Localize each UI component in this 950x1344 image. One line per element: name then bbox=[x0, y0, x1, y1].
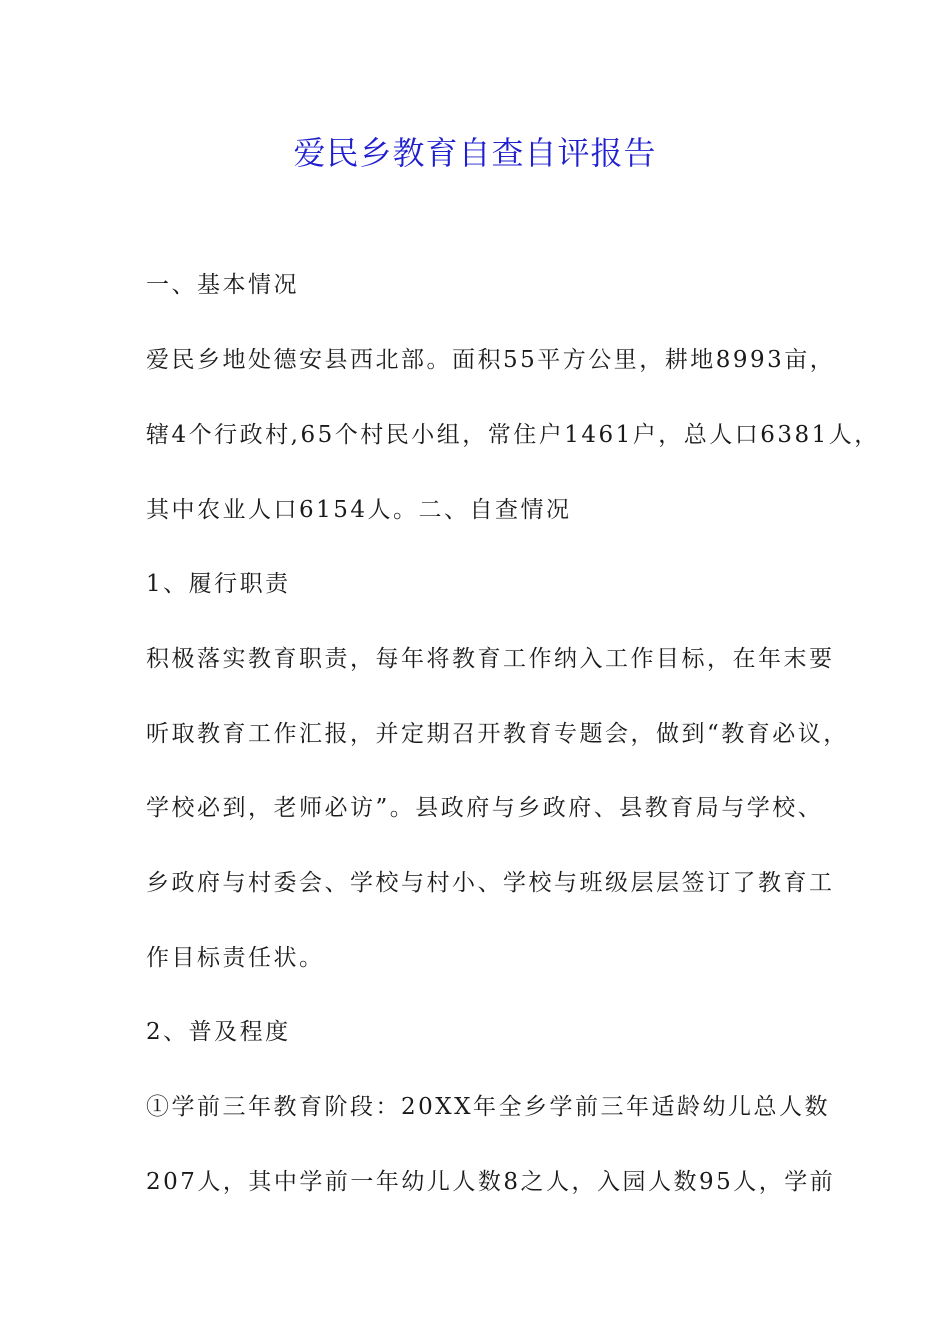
paragraph-line: 听取教育工作汇报，并定期召开教育专题会，做到“教育必议， bbox=[146, 721, 849, 747]
document-title: 爱民乡教育自查自评报告 bbox=[293, 134, 657, 172]
subsection-heading-duties: 1、履行职责 bbox=[146, 571, 291, 597]
paragraph-line: ①学前三年教育阶段：20XX年全乡学前三年适龄幼儿总人数 bbox=[146, 1094, 831, 1120]
paragraph-line: 乡政府与村委会、学校与村小、学校与班级层层签订了教育工 bbox=[146, 870, 835, 896]
paragraph-line: 爱民乡地处德安县西北部。面积55平方公里，耕地8993亩， bbox=[146, 347, 836, 373]
section-heading-basic-info: 一、基本情况 bbox=[146, 272, 299, 298]
paragraph-line: 其中农业人口6154人。二、自查情况 bbox=[146, 497, 572, 523]
subsection-heading-coverage: 2、普及程度 bbox=[146, 1019, 291, 1045]
paragraph-line: 207人，其中学前一年幼儿人数8之人，入园人数95人，学前 bbox=[146, 1169, 836, 1195]
paragraph-line: 辖4个行政村,65个村民小组，常住户1461户，总人口6381人， bbox=[146, 422, 880, 448]
paragraph-line: 作目标责任状。 bbox=[146, 945, 325, 971]
paragraph-line: 学校必到，老师必访”。县政府与乡政府、县教育局与学校、 bbox=[146, 795, 824, 821]
paragraph-line: 积极落实教育职责，每年将教育工作纳入工作目标，在年末要 bbox=[146, 646, 835, 672]
